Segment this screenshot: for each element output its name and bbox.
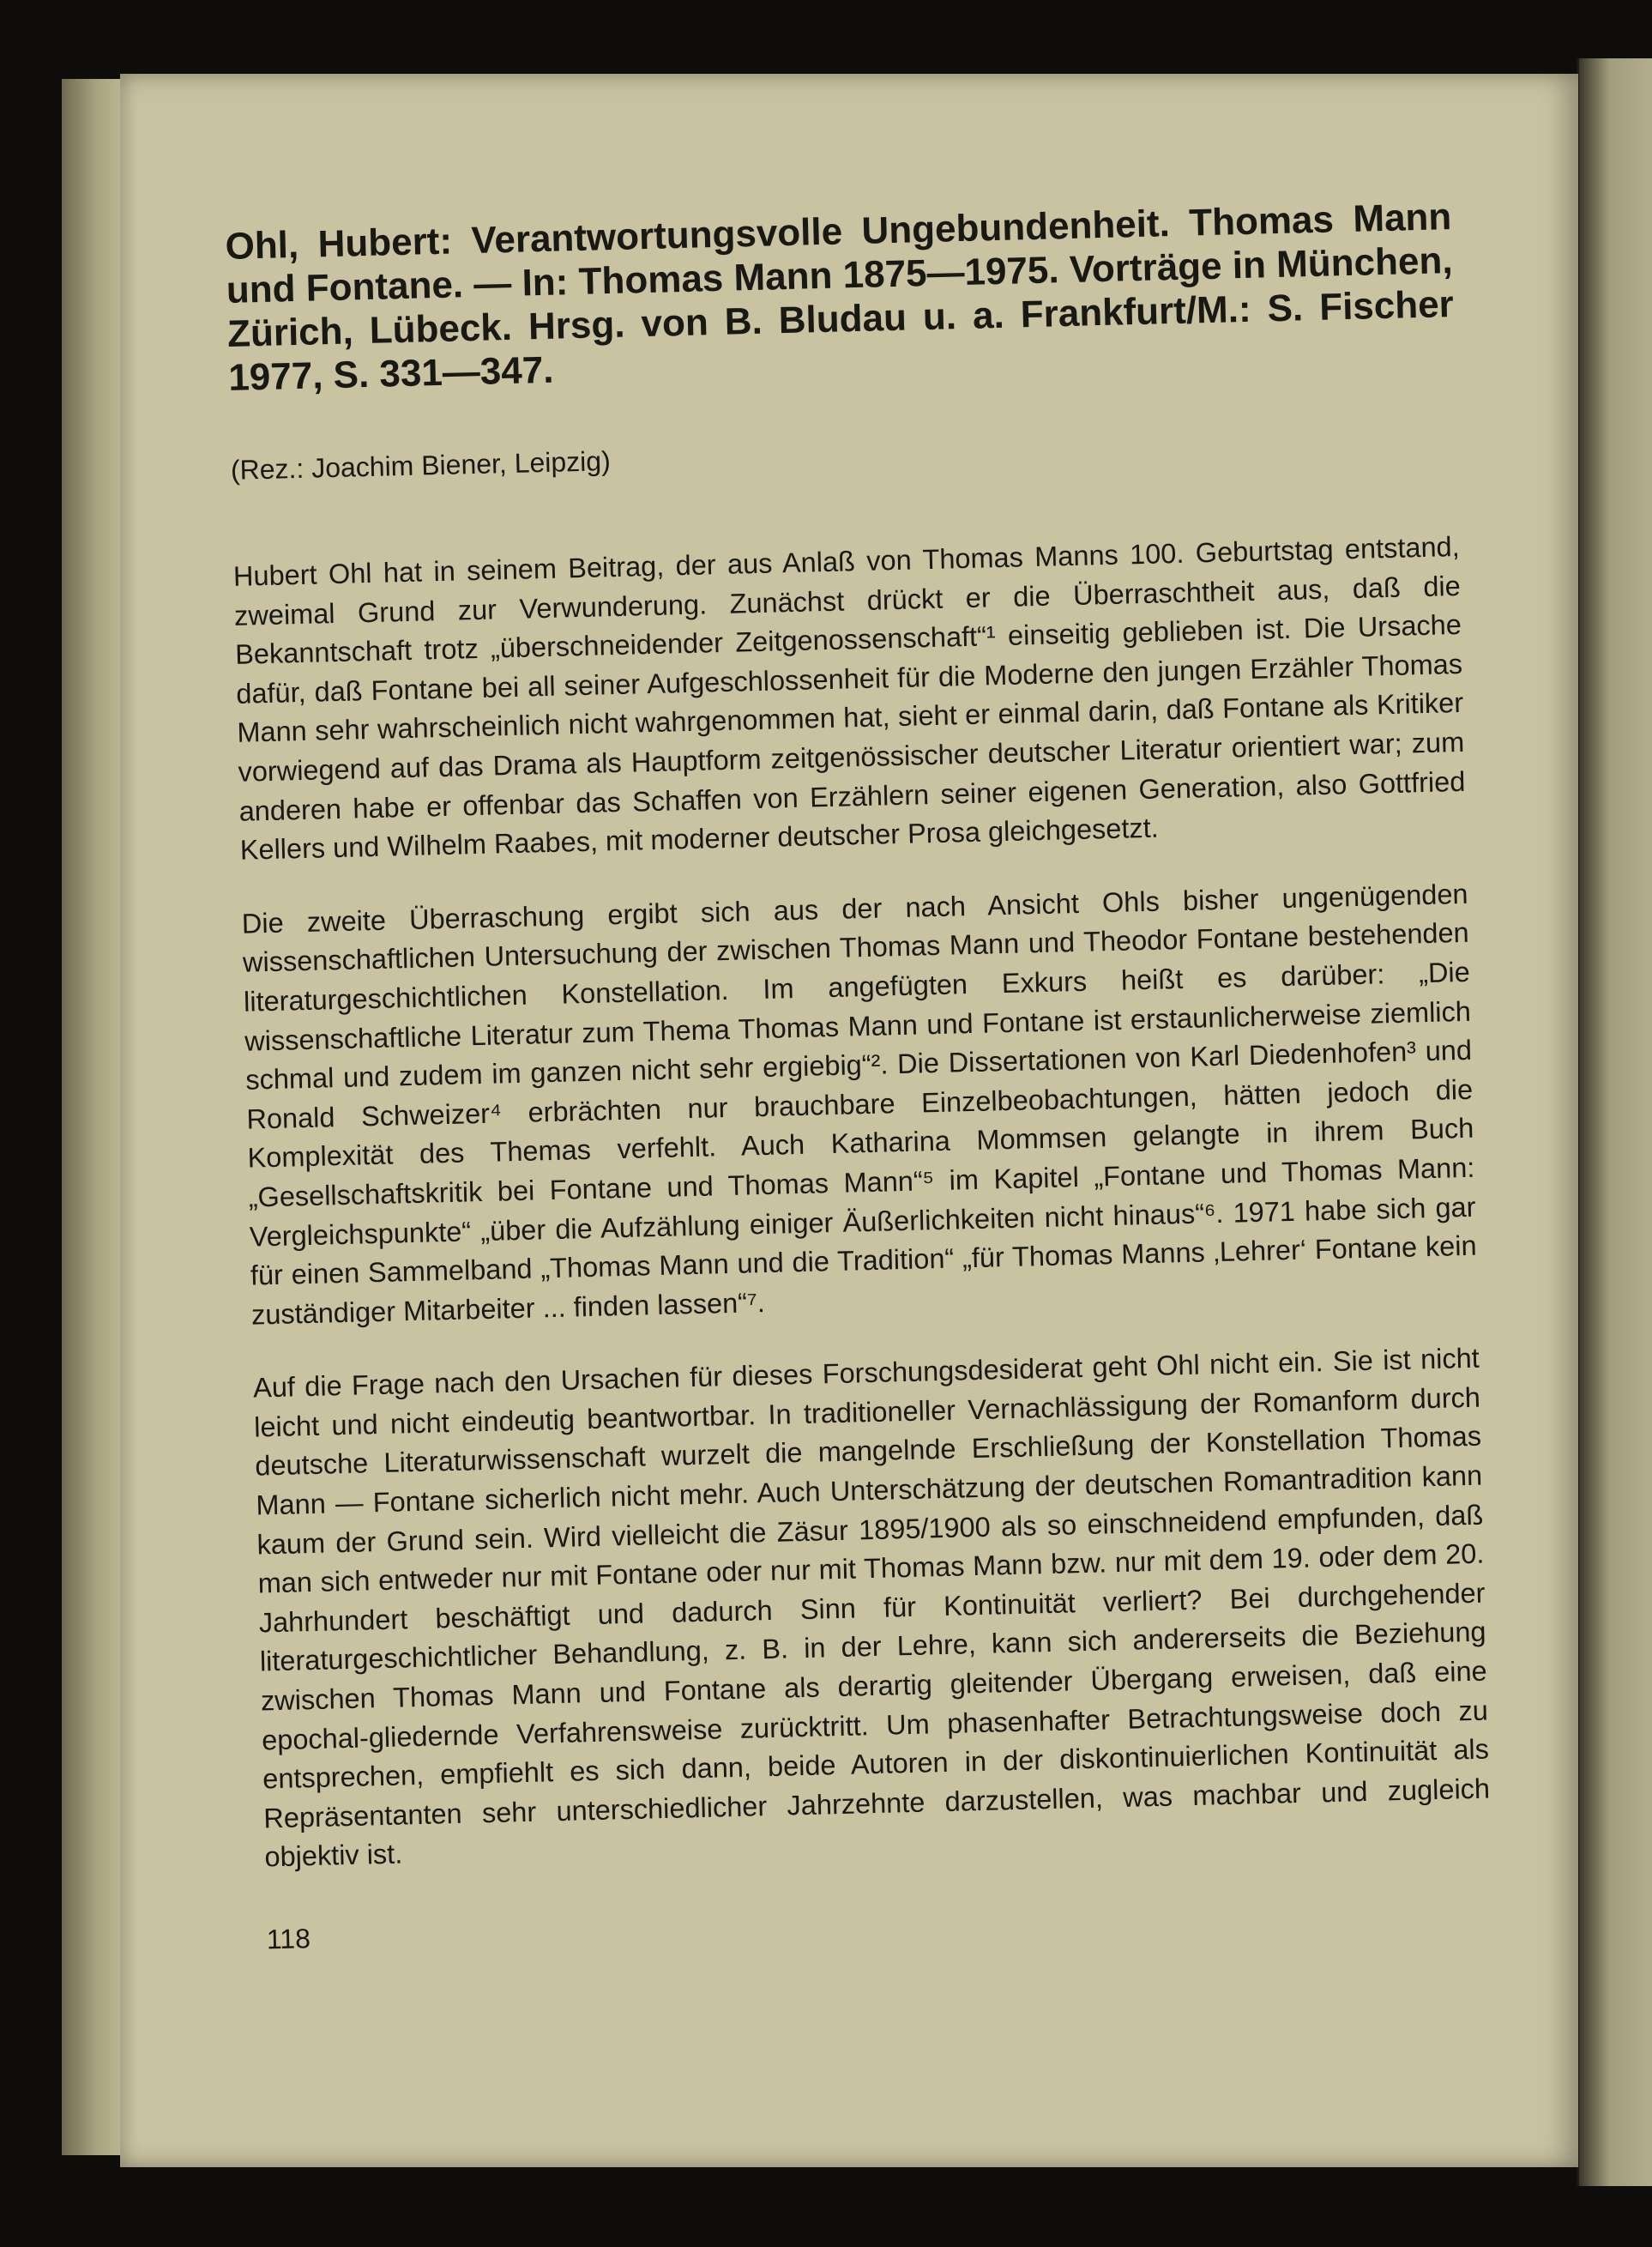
paragraph-3: Auf die Frage nach den Ursachen für dieses Forschungsdesiderat geht Ohl nicht ein. Sie ist nicht leicht und nicht eindeutig beantwortbar. In traditioneller Vernachlässigung der Romanform durch deutsche Literaturwissenschaft wurzelt die mangelnde Erschließung der Konstellation Thomas Mann — Fontane sicherlich nicht mehr. Auch Unterschätzung der deutschen Romantradition kann kaum der Grund sein. Wird vielleicht die Zäsur 1895/1900 als so einschneidend empfunden, daß man sich entweder nur mit Fontane oder nur mit Thomas Mann bzw. nur mit dem 19. oder dem 20. Jahrhundert beschäftigt und dadurch Sinn für Kontinuität verliert? Bei durchgehender literaturgeschichtlicher Behandlung, z. B. in der Lehre, kann sich andererseits die Beziehung zwischen Thomas Mann und Fontane als derartig gleitender Übergang erweisen, daß eine epochal-gliedernde Verfahrensweise zurücktritt. Um phasenhafter Betrachtungsweise doch zu entsprechen, empfiehlt es sich dann, beide Autoren in der diskontinuierlichen Kontinuität als Repräsentanten sehr unterschiedlicher Jahrzehnte darzustellen, was machbar und zugleich objektiv ist. <box>252 1342 1491 1873</box>
reviewer-credit: (Rez.: Joachim Biener, Leipzig) <box>230 445 612 486</box>
page-content <box>225 195 1493 1955</box>
bibliographic-citation: Ohl, Hubert: Verantwortungsvolle Ungebundenheit. Thomas Mann und Fontane. — In: Thomas Mann 1875—1975. Vorträge in München, Zürich, Lübeck. Hrsg. von B. Bludau u. a. Frankfurt/M.: S. Fischer 1977, S. 331—347. <box>225 196 1455 399</box>
review-body <box>232 528 1491 1877</box>
paragraph-1: Hubert Ohl hat in seinem Beitrag, der aus Anlaß von Thomas Manns 100. Geburtstag entstand, zweimal Grund zur Verwunderung. Zunächst drückt er die Überraschtheit aus, daß die Bekanntschaft trotz „überschneidender Zeitgenossenschaft“¹ einseitig geblieben ist. Die Ursache dafür, daß Fontane bei all seiner Aufgeschlossenheit für die Moderne den jungen Erzähler Thomas Mann sehr wahrscheinlich nicht wahrgenommen hat, sieht er einmal darin, daß Fontane als Kritiker vorwiegend auf das Drama als Hauptform zeitgenössischer deutscher Literatur orientiert war; zum anderen habe er offenbar das Schaffen von Erzählern seiner eigenen Generation, also Gottfried Kellers und Wilhelm Raabes, mit moderner deutscher Prosa gleichgesetzt. <box>232 530 1466 866</box>
page-number: 118 <box>266 1923 311 1955</box>
paragraph-2: Die zweite Überraschung ergibt sich aus der nach Ansicht Ohls bisher ungenügenden wissenschaftlichen Untersuchung der zwischen Thomas Mann und Theodor Fontane bestehenden literaturgeschichtlichen Konstellation. Im angefügten Exkurs heißt es darüber: „Die wissenschaftliche Literatur zum Thema Thomas Mann und Fontane ist erstaunlicherweise ziemlich schmal und zudem im ganzen nicht sehr ergiebig“². Die Dissertationen von Karl Diedenhofen³ und Ronald Schweizer⁴ erbrächten nur brauchbare Einzelbeobachtungen, hätten jedoch die Komplexität des Themas verfehlt. Auch Katharina Mommsen gelangte in ihrem Buch „Gesellschaftskritik bei Fontane und Thomas Mann“⁵ im Kapitel „Fontane und Thomas Mann: Vergleichspunkte“ „über die Aufzählung einiger Äußerlichkeiten nicht hinaus“⁶. 1971 habe sich gar für einen Sammelband „Thomas Mann und die Tradition“ „für Thomas Manns ‚Lehrer‘ Fontane kein zuständiger Mitarbeiter ... finden lassen“⁷. <box>241 878 1477 1331</box>
facing-page-edge <box>1577 58 1652 2186</box>
